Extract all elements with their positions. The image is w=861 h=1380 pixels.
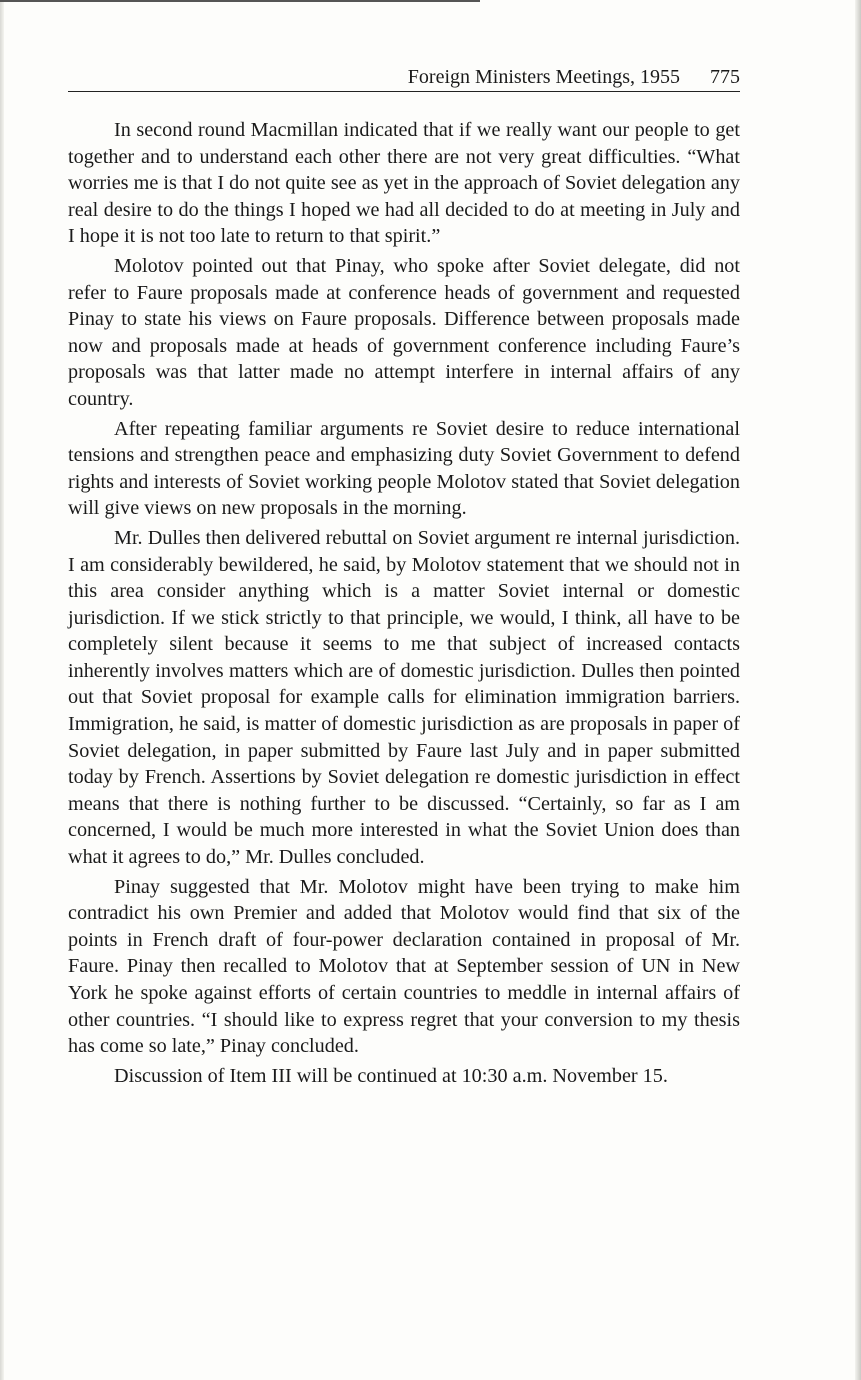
paragraph-macmillan-second-round: In second round Macmillan indicated that if we really want our people to get together and to understand each other there are not very great difficulties. “What worries me is that I do not quite see as yet in the approach of Soviet delegation any real desire to do the things I hoped we had all decided to do at meeting in July and I hope it is not too late to return to that spirit.” — [68, 119, 740, 248]
page-number: 775 — [710, 66, 740, 88]
top-rule — [0, 0, 480, 2]
document-body — [68, 117, 740, 1092]
page-left-edge — [0, 0, 4, 1380]
paragraph-molotov-soviet-views: After repeating familiar arguments re Soviet desire to reduce international tensions and strengthen peace and emphasizing duty Soviet Government to defend rights and interests of Soviet working people Molotov stated that Soviet delegation will give views on new proposals in the morning. — [68, 417, 740, 520]
paragraph-pinay-response: Pinay suggested that Mr. Molotov might have been trying to make him contradict his own Premier and added that Molotov would find that six of the points in French draft of four-power declaration contained in proposal of Mr. Faure. Pinay then recalled to Molotov that at September session of UN in New York he spoke against efforts of certain countries to meddle in internal affairs of other countries. “I should like to express regret that your conversion to my thesis has come so late,” Pinay concluded. — [68, 875, 740, 1058]
paragraph-dulles-rebuttal: Mr. Dulles then delivered rebuttal on Soviet argument re internal jurisdiction. I am considerably bewildered, he said, by Molotov statement that we should not in this area consider anything which is a matter Soviet internal or domestic jurisdiction. If we stick strictly to that principle, we would, I think, all have to be completely silent because it seems to me that subject of increased contacts inherently involves matters which are of domestic jurisdiction. Dulles then pointed out that Soviet proposal for example calls for elimination immigration barriers. Immigration, he said, is matter of domestic jurisdiction as are proposals in paper of Soviet delegation, in paper submitted by Faure last July and in paper submitted today by French. Assertions by Soviet delegation re domestic jurisdiction in effect means that there is nothing further to be discussed. “Certainly, so far as I am concerned, I would be much more interested in what the Soviet Union does than what it agrees to do,” Mr. Dulles concluded. — [68, 526, 740, 869]
paragraph-molotov-faure-proposals: Molotov pointed out that Pinay, who spoke after Soviet delegate, did not refer to Faure proposals made at conference heads of government and requested Pinay to state his views on Faure proposals. Difference between proposals made now and proposals made at heads of government conference including Faure’s proposals was that latter made no attempt interfere in internal affairs of any country. — [68, 254, 740, 410]
page-right-edge — [855, 0, 861, 1380]
running-header — [68, 62, 740, 92]
running-header-title: Foreign Ministers Meetings, 1955 — [407, 66, 680, 88]
paragraph-item-iii-continuation: Discussion of Item III will be continued at 10:30 a.m. November 15. — [114, 1064, 668, 1087]
